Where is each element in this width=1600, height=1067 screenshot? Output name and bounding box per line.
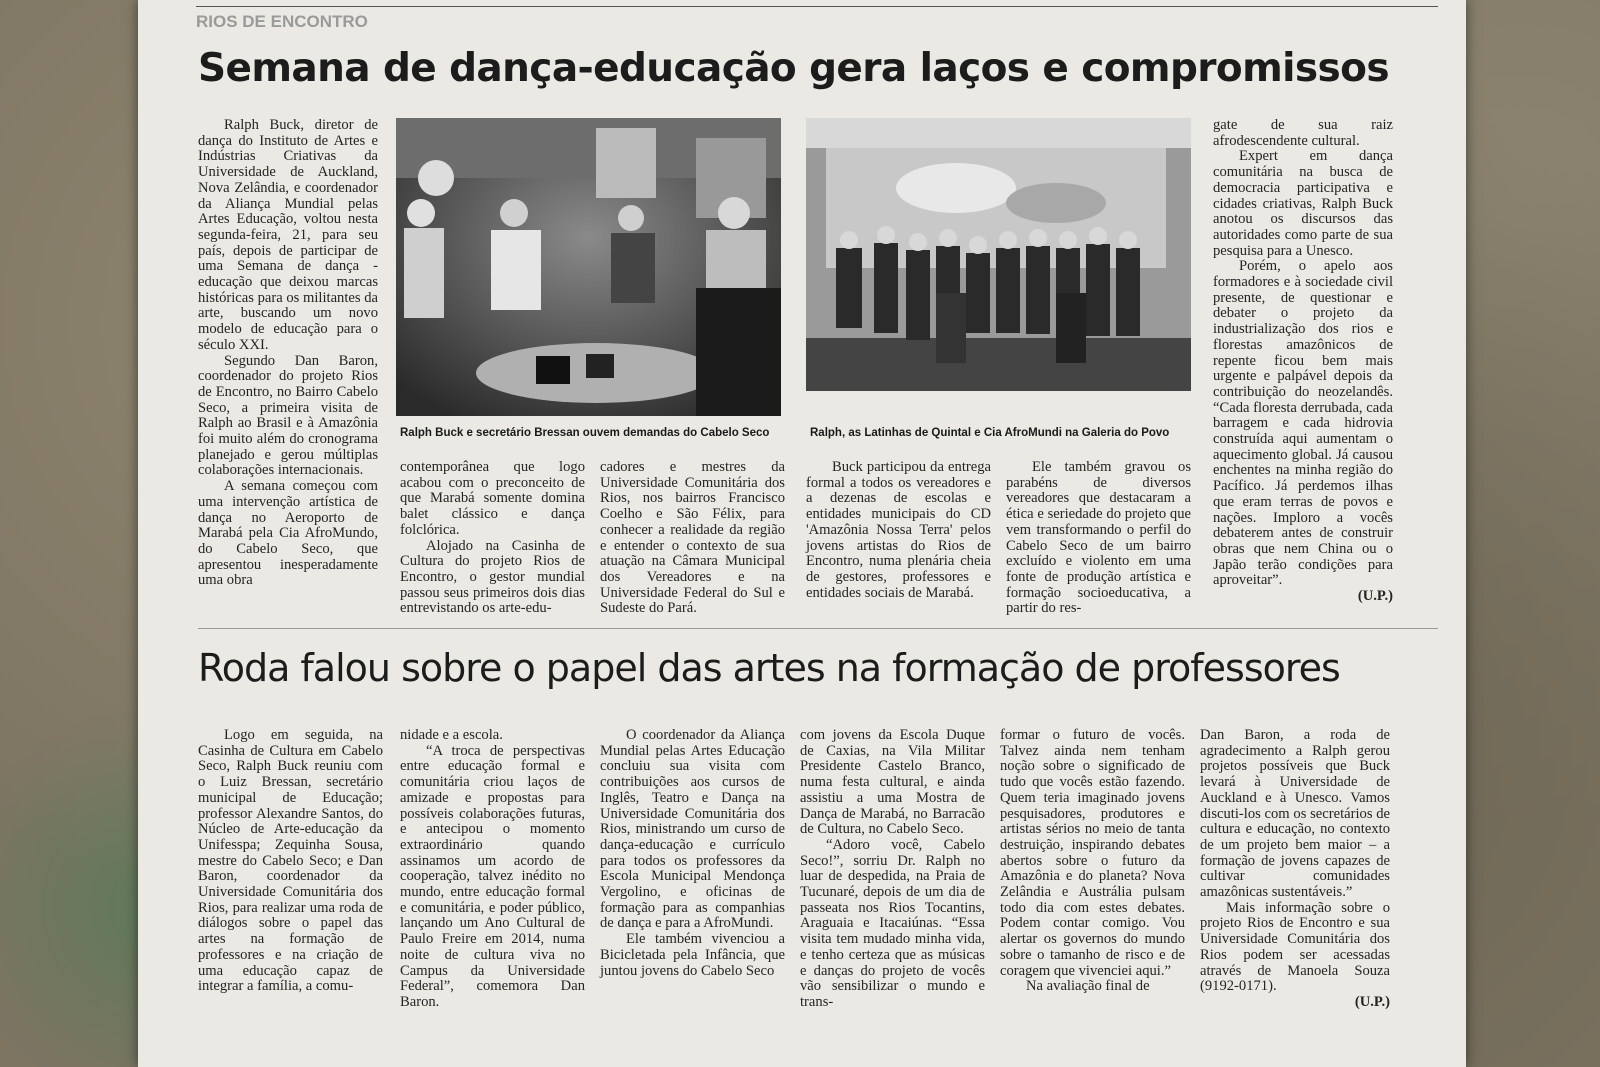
photo-meeting [396, 118, 781, 416]
paragraph: Buck participou da entrega formal a todos os vereadores e a dezenas de escolas e entidades municipais do CD 'Amazônia Nossa Terra' pelos jovens artistas do Rios de Encontro, numa plenária cheia de gestores, professores e entidades sociais de Marabá. [806, 459, 991, 601]
photo-group [806, 118, 1191, 391]
paragraph: Porém, o apelo aos formadores e à sociedade civil presente, de questionar e debater o projeto da industrialização dos rios e florestas amazônicos de repente ficou bem mais urgente e palpável depois da contribuição do neozelandês. “Cada floresta derrubada, cada barragem e cada hidrovia construída aqui aumentam o aquecimento global. Já causou enchentes na minha região do Pacífico. Já perdemos ilhas que eram terras de povos e nações. Imploro a vocês debaterem antes de construir obras que nem China ou o Japão terão condições para aproveitar”. [1213, 258, 1393, 589]
photo-meeting-image [396, 118, 781, 416]
paragraph-continued: contemporânea que logo acabou com o preconceito de que Marabá somente domina balet clássico e dança folclórica. [400, 459, 585, 538]
story1-col4 [806, 460, 991, 601]
story1-col3 [600, 460, 785, 617]
section-label: RIOS DE ENCONTRO [196, 12, 368, 31]
paragraph: Mais informação sobre o projeto Rios de Encontro e sua Universidade Comunitária dos Rios podem ser acessadas através de Manoela Souza (9192-0171). [1200, 899, 1390, 995]
story1-col2 [400, 460, 585, 617]
paragraph: Ralph Buck, diretor de dança do Instituto de Artes e Indústrias Criativas da Universidade de Auckland, Nova Zelândia, e coordenador da Aliança Mundial pelas Artes Educação, voltou nesta segunda-feira, 21, para seu país, depois de participar de uma Semana de dança - educação que deixou marcas históricas para os militantes da arte, buscando um novo modelo de educação para o século XXI. [198, 117, 378, 353]
paragraph-continued: com jovens da Escola Duque de Caxias, na Vila Militar Presidente Castelo Branco, numa festa cultural, e ainda assistiu a uma Mostra de Dança de Marabá, no Barracão de Cultura, no Cabelo Seco. [800, 727, 985, 838]
paragraph: Ele também vivenciou a Bicicletada pela Infância, que juntou jovens do Cabelo Seco [600, 931, 785, 979]
story1-col5 [1006, 460, 1191, 617]
paragraph-continued: gate de sua raiz afrodescendente cultural. [1213, 117, 1393, 149]
story2-col5 [1000, 728, 1185, 995]
photo-group-image [806, 118, 1191, 391]
paragraph: Na avaliação final de [1026, 978, 1150, 995]
paragraph: Logo em seguida, na Casinha de Cultura em Cabelo Seco, Ralph Buck reuniu com o Luiz Bressan, secretário municipal de Educação; professor Alexandre Santos, do Núcleo de Arte-educação da Unifesspa; Zequinha Sousa, mestre do Cabelo Seco; e Dan Baron, coordenador da Universidade Comunitária dos Rios, para realizar uma roda de diálogos sobre o papel das artes na formação de professores e na criação de uma educação capaz de integrar a família, a comu- [198, 727, 383, 995]
photo-group-caption: Ralph, as Latinhas de Quintal e Cia AfroMundi na Galeria do Povo [810, 427, 1170, 439]
story2-headline: Roda falou sobre o papel das artes na formação de professores [198, 646, 1340, 690]
signature: (U.P.) [1354, 993, 1390, 1010]
newspaper-page [138, 0, 1466, 1067]
paragraph: “Adoro você, Cabelo Seco!”, sorriu Dr. Ralph no luar de despedida, na Praia de Tucunaré, depois de um dia de passeata nos Rios Tocantins, Araguaia e Itacaiúnas. “Essa visita tem mudado minha vida, e tenho certeza que as músicas e danças do projeto de vocês vão sensibilizar o mundo e trans- [800, 836, 985, 1010]
paragraph: Alojado na Casinha de Cultura do projeto Rios de Encontro, o gestor mundial passou seus primeiros dois dias entrevistando os arte-edu- [400, 537, 585, 617]
paragraph: O coordenador da Aliança Mundial pelas Artes Educação concluiu sua visita com contribuições aos cursos de Inglês, Teatro e Dança na Universidade Comunitária dos Rios, ministrando um curso de dança-educação e currículo para todos os professores da Escola Municipal Mendonça Vergolino, e oficinas de formação para as companhias de dança e para a AfroMundi. [600, 727, 785, 932]
story2-col2 [400, 728, 585, 1011]
story2-col6 [1200, 728, 1390, 1011]
paragraph-continued: nidade e a escola. [400, 727, 503, 743]
story-divider [198, 628, 1438, 629]
paragraph: Ele também gravou os parabéns de diversos vereadores que destacaram a ética e seriedade do projeto que vem transformando o perfil do Cabelo Seco de um bairro excluído e violento em uma fonte de produção artística e formação socioeducativa, a partir do res- [1006, 459, 1191, 617]
paragraph: “A troca de perspectivas entre educação formal e comunitária criou laços de amizade e propostas para possíveis colaborações futuras, e antecipou o momento extraordinário quando assinamos um acordo de cooperação, talvez inédito no mundo, entre educação formal e comunitária, e poder público, lançando um Ano Cultural de Paulo Freire em 2014, numa noite de cultura viva no Campus da Universidade Federal”, comemora Dan Baron. [400, 742, 585, 1010]
paragraph: Expert em dança comunitária na busca de democracia participativa e cidades criativas, Ralph Buck anotou os discursos das autoridades como parte de sua pesquisa para a Unesco. [1213, 148, 1393, 259]
paragraph-continued: Dan Baron, a roda de agradecimento a Ralph gerou projetos possíveis que Buck levará à Universidade de Auckland e à Unesco. Vamos discuti-los com os secretários de cultura e educação, no contexto de um projeto bem maior – a formação de jovens capazes de cultivar comunidades amazônicas sustentáveis.” [1200, 727, 1390, 901]
paragraph-continued: cadores e mestres da Universidade Comunitária dos Rios, nos bairros Francisco Coelho e São Félix, para conhecer a realidade da região e entender o contexto de sua atuação na Câmara Municipal dos Vereadores e na Universidade Federal do Sul e Sudeste do Pará. [600, 459, 785, 617]
story1-col1 [198, 118, 378, 589]
story1-col6 [1213, 118, 1393, 605]
paragraph-continued: formar o futuro de vocês. Talvez ainda nem tenham noção sobre o significado de tudo que vocês estão fazendo. Quem teria imaginado jovens pesquisadores, produtores e artistas sérios no meio de tanta destruição, inspirando debates abertos sobre o futuro da Amazônia e do planeta? Nova Zelândia e Austrália pulsam todo dia com estes debates. Podem contar comigo. Vou alertar os governos do mundo sobre o tamanho de risco e de coragem que vivenciei aqui.” [1000, 727, 1185, 979]
story1-headline: Semana de dança-educação gera laços e compromissos [198, 46, 1389, 91]
story2-col4 [800, 728, 985, 1011]
paragraph: A semana começou com uma intervenção artística de dança no Aeroporto de Marabá pela Cia AfroMundo, do Cabelo Seco, que apresentou inesperadamente uma obra [198, 478, 378, 589]
signature: (U.P.) [1357, 588, 1393, 605]
paragraph: Segundo Dan Baron, coordenador do projeto Rios de Encontro, no Bairro Cabelo Seco, a primeira visita de Ralph ao Brasil e à Amazônia foi muito além do cronograma planejado e gerou múltiplas colaborações internacionais. [198, 352, 378, 479]
top-rule [196, 6, 1438, 7]
photo-meeting-caption: Ralph Buck e secretário Bressan ouvem demandas do Cabelo Seco [400, 427, 770, 439]
story2-col3 [600, 728, 785, 979]
story2-col1 [198, 728, 383, 995]
